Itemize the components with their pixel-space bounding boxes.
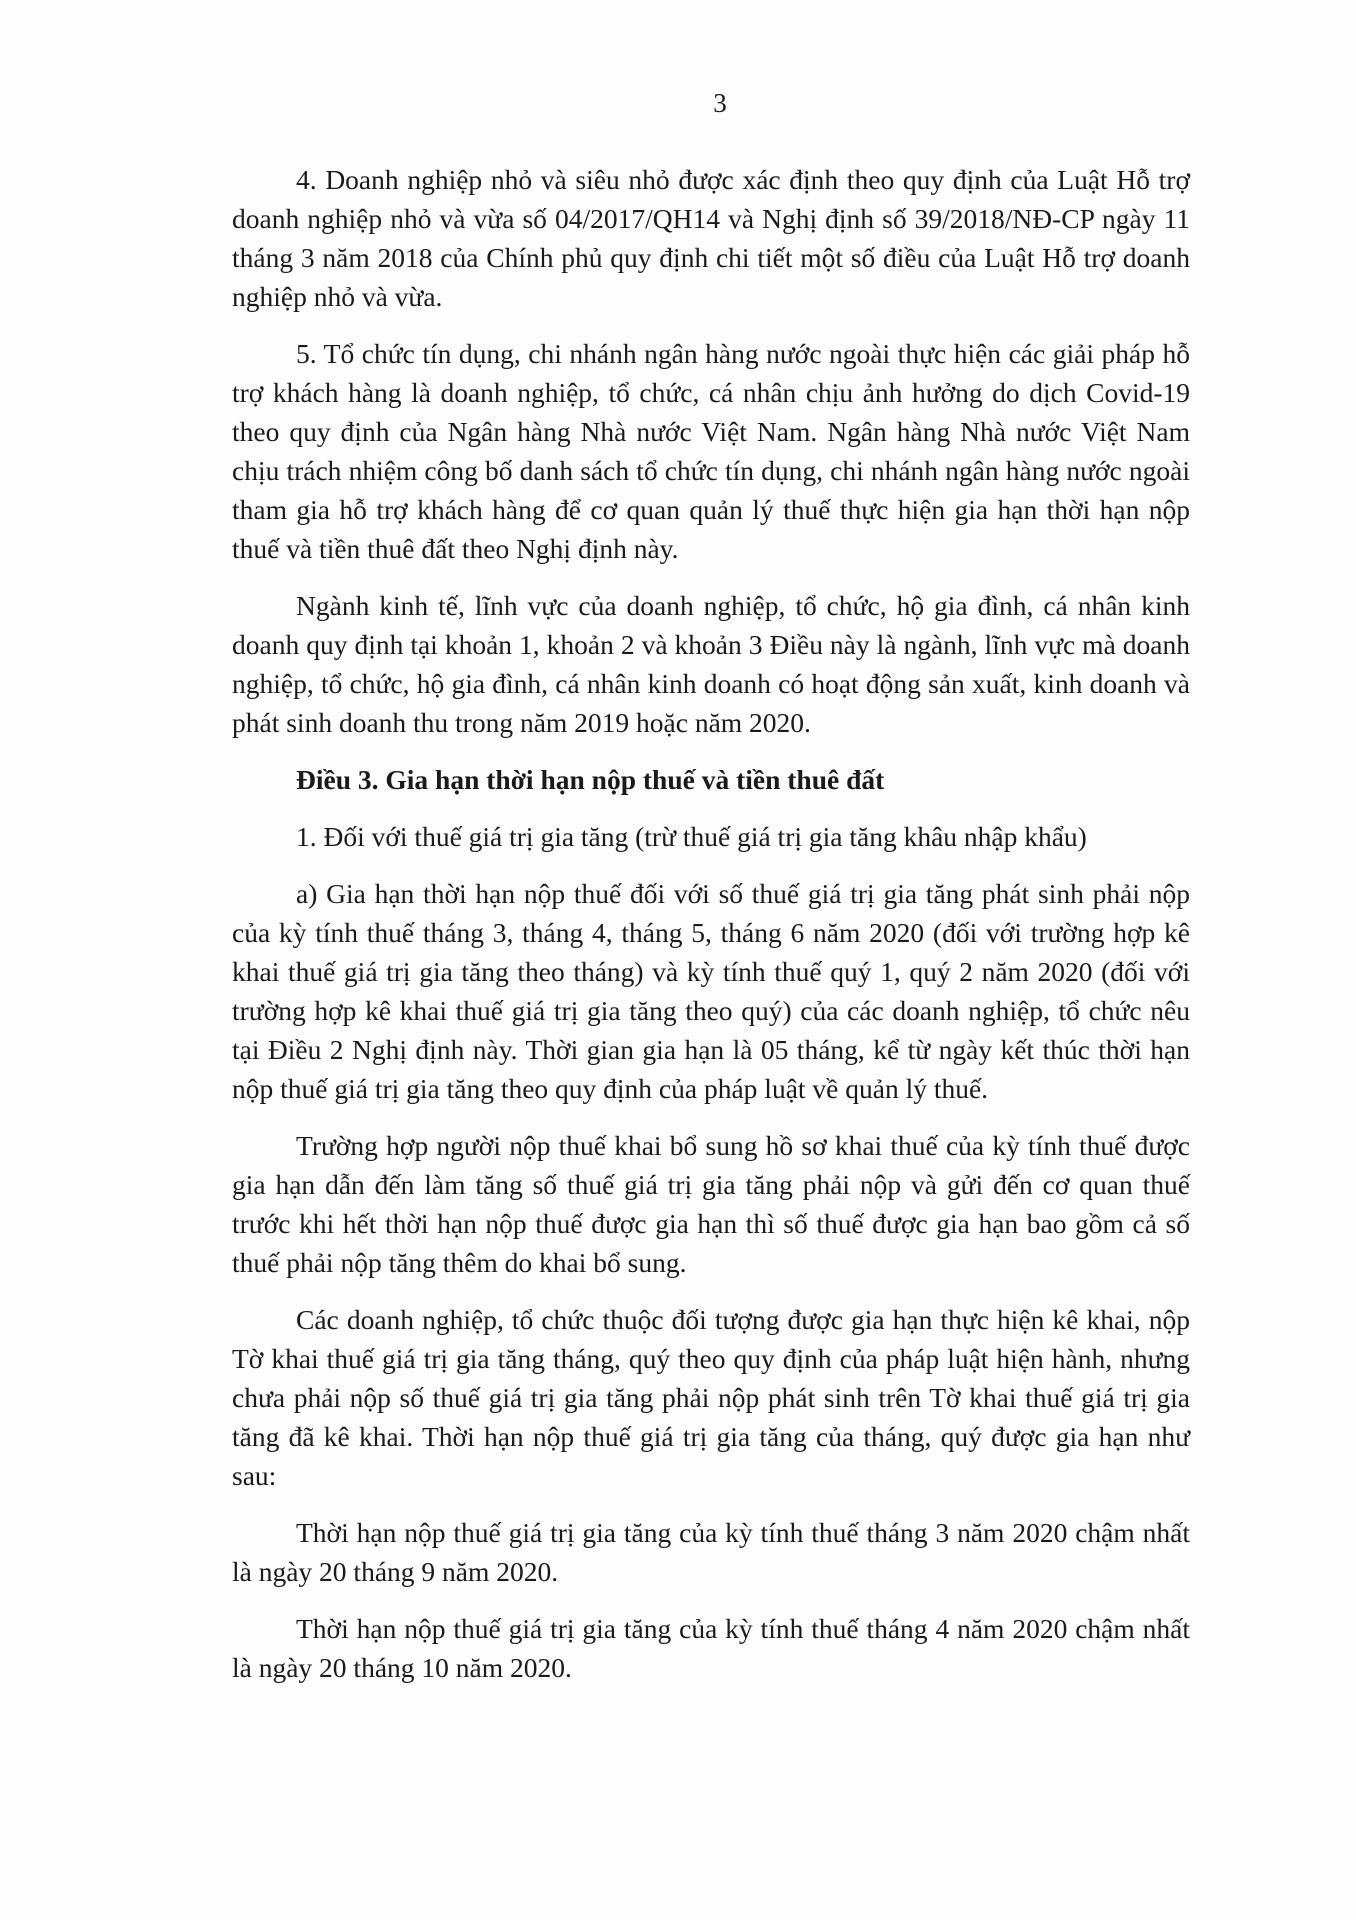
page-number: 3 <box>713 88 727 118</box>
document-body <box>232 160 1190 1705</box>
paragraph-declaration-obligation: Các doanh nghiệp, tổ chức thuộc đối tượng được gia hạn thực hiện kê khai, nộp Tờ khai thuế giá trị gia tăng tháng, quý theo quy định của pháp luật hiện hành, nhưng chưa phải nộp số thuế giá trị gia tăng phải nộp phát sinh trên Tờ khai thuế giá trị gia tăng đã kê khai. Thời hạn nộp thuế giá trị gia tăng của tháng, quý được gia hạn như sau: <box>232 1304 1190 1491</box>
paragraph-sectors: Ngành kinh tế, lĩnh vực của doanh nghiệp, tổ chức, hộ gia đình, cá nhân kinh doanh quy định tại khoản 1, khoản 2 và khoản 3 Điều này là ngành, lĩnh vực mà doanh nghiệp, tổ chức, hộ gia đình, cá nhân kinh doanh có hoạt động sản xuất, kinh doanh và phát sinh doanh thu trong năm 2019 hoặc năm 2020. <box>232 590 1190 738</box>
paragraph-clause-4: 4. Doanh nghiệp nhỏ và siêu nhỏ được xác định theo quy định của Luật Hỗ trợ doanh nghiệp nhỏ và vừa số 04/2017/QH14 và Nghị định số 39/2018/NĐ-CP ngày 11 tháng 3 năm 2018 của Chính phủ quy định chi tiết một số điều của Luật Hỗ trợ doanh nghiệp nhỏ và vừa. <box>232 164 1190 312</box>
article-3-heading: Điều 3. Gia hạn thời hạn nộp thuế và tiền thuê đất <box>296 764 885 795</box>
paragraph-supplementary-declaration: Trường hợp người nộp thuế khai bổ sung hồ sơ khai thuế của kỳ tính thuế được gia hạn dẫn đến làm tăng số thuế giá trị gia tăng phải nộp và gửi đến cơ quan thuế trước khi hết thời hạn nộp thuế được gia hạn thì số thuế được gia hạn bao gồm cả số thuế phải nộp tăng thêm do khai bổ sung. <box>232 1130 1190 1278</box>
paragraph-clause-5: 5. Tổ chức tín dụng, chi nhánh ngân hàng nước ngoài thực hiện các giải pháp hỗ trợ khách hàng là doanh nghiệp, tổ chức, cá nhân chịu ảnh hưởng do dịch Covid-19 theo quy định của Ngân hàng Nhà nước Việt Nam. Ngân hàng Nhà nước Việt Nam chịu trách nhiệm công bố danh sách tổ chức tín dụng, chi nhánh ngân hàng nước ngoài tham gia hỗ trợ khách hàng để cơ quan quản lý thuế thực hiện gia hạn thời hạn nộp thuế và tiền thuê đất theo Nghị định này. <box>232 338 1190 564</box>
paragraph-point-a: a) Gia hạn thời hạn nộp thuế đối với số thuế giá trị gia tăng phát sinh phải nộp của kỳ tính thuế tháng 3, tháng 4, tháng 5, tháng 6 năm 2020 (đối với trường hợp kê khai thuế giá trị gia tăng theo tháng) và kỳ tính thuế quý 1, quý 2 năm 2020 (đối với trường hợp kê khai thuế giá trị gia tăng theo quý) của các doanh nghiệp, tổ chức nêu tại Điều 2 Nghị định này. Thời gian gia hạn là 05 tháng, kể từ ngày kết thúc thời hạn nộp thuế giá trị gia tăng theo quy định của pháp luật về quản lý thuế. <box>232 878 1190 1104</box>
paragraph-deadline-march: Thời hạn nộp thuế giá trị gia tăng của kỳ tính thuế tháng 3 năm 2020 chậm nhất là ngày 20 tháng 9 năm 2020. <box>232 1517 1190 1587</box>
clause-1-heading: 1. Đối với thuế giá trị gia tăng (trừ thuế giá trị gia tăng khâu nhập khẩu) <box>296 821 1087 852</box>
paragraph-deadline-april: Thời hạn nộp thuế giá trị gia tăng của kỳ tính thuế tháng 4 năm 2020 chậm nhất là ngày 20 tháng 10 năm 2020. <box>232 1613 1190 1683</box>
